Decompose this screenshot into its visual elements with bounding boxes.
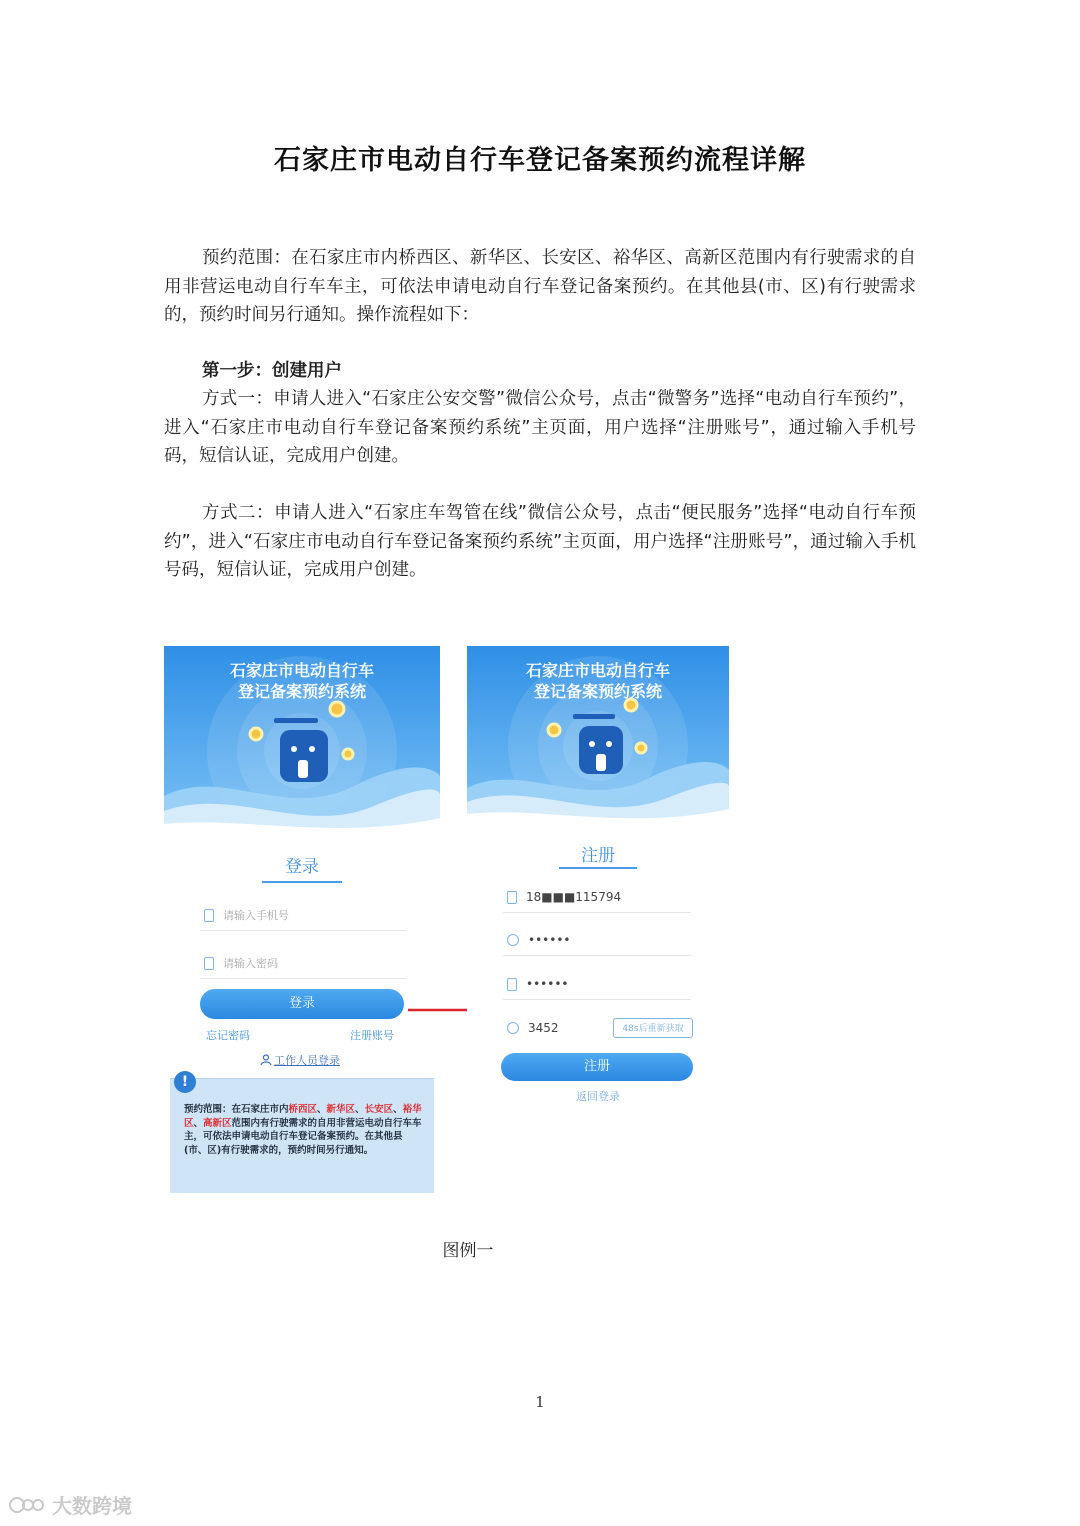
register-confirm-password-field[interactable] (503, 969, 691, 1000)
lock-icon (204, 957, 214, 970)
intro-paragraph: 预约范围：在石家庄市内桥西区、新华区、长安区、裕华区、高新区范围内有行驶需求的自用非营运电动自行车车主，可依法申请电动自行车登记备案预约。在其他县(市、区)有行驶需求的，预约时间另行通知。操作流程如下： (164, 248, 916, 325)
register-tab-title[interactable]: 注册 (581, 846, 615, 866)
alert-icon: ! (174, 1071, 196, 1093)
figure-caption: 图例一 (442, 1241, 494, 1261)
register-phone-field[interactable] (503, 882, 691, 913)
login-password-field[interactable] (200, 948, 406, 979)
login-button[interactable]: 登录 (200, 989, 404, 1019)
login-banner-title-line2: 登记备案预约系统 (237, 682, 366, 701)
notice-text: 预约范围：在石家庄市内桥西区、新华区、长安区、裕华区、高新区范围内有行驶需求的自用非营运电动自行车车主，可依法申请电动自行车登记备案预约。在其他县(市、区)有行驶需求的，预约时间另行通知。 (184, 1104, 422, 1156)
watermark (8, 1490, 132, 1519)
sms-code-value: 3452 (528, 1021, 559, 1035)
method2-paragraph: 方式二：申请人进入“石家庄车驾管在线”微信公众号，点击“便民服务”选择“电动自行车预约”，进入“石家庄市电动自行车登记备案预约系统”主页面，用户选择“注册账号”，通过输入手机号码，短信认证，完成用户创建。 (164, 503, 916, 580)
register-tab-underline (559, 867, 637, 869)
register-screenshot (467, 646, 729, 1106)
register-password-field[interactable] (503, 925, 691, 956)
login-banner-title-line1: 石家庄市电动自行车 (229, 661, 374, 680)
notice-box (170, 1074, 434, 1193)
register-account-link[interactable]: 注册账号 (350, 1029, 394, 1042)
register-confirm-password-value: •••••• (526, 977, 569, 991)
lock-icon (507, 934, 519, 946)
lock-icon (507, 978, 517, 991)
back-to-login-link[interactable]: 返回登录 (576, 1090, 620, 1103)
register-banner-title-line2: 登记备案预约系统 (533, 682, 662, 701)
login-phone-placeholder: 请输入手机号 (223, 909, 289, 922)
staff-login-label: 工作人员登录 (274, 1054, 340, 1067)
login-tab-underline (262, 881, 342, 883)
phone-icon (204, 909, 214, 922)
register-button[interactable]: 注册 (501, 1053, 693, 1081)
sms-code-field[interactable] (503, 1013, 603, 1043)
resend-code-button[interactable]: 48s后重新获取 (613, 1018, 693, 1038)
login-password-placeholder: 请输入密码 (223, 957, 278, 970)
watermark-logo-icon (8, 1494, 48, 1516)
watermark-text: 大数跨境 (52, 1494, 132, 1518)
register-banner-title-line1: 石家庄市电动自行车 (525, 661, 670, 680)
method1-paragraph: 方式一：申请人进入“石家庄公安交警”微信公众号，点击“微警务”选择“电动自行车预约”，进入“石家庄市电动自行车登记备案预约系统”主页面，用户选择“注册账号”，通过输入手机号码，短信认证，完成用户创建。 (164, 389, 916, 466)
register-banner-title (467, 660, 729, 702)
login-tab-title[interactable]: 登录 (285, 857, 319, 877)
login-phone-field[interactable] (200, 900, 406, 931)
register-password-value: •••••• (528, 933, 571, 947)
register-phone-value: 18■■■115794 (526, 890, 622, 904)
staff-login-link[interactable] (260, 1052, 340, 1068)
document-title: 石家庄市电动自行车登记备案预约流程详解 (274, 145, 806, 176)
page-number: 1 (535, 1393, 545, 1411)
person-icon (260, 1054, 272, 1066)
forgot-password-link[interactable]: 忘记密码 (206, 1029, 250, 1042)
shield-icon (507, 1022, 519, 1034)
login-banner-title (164, 660, 440, 702)
step1-heading: 第一步：创建用户 (202, 361, 342, 381)
phone-icon (507, 891, 517, 904)
login-screenshot (164, 646, 440, 1194)
